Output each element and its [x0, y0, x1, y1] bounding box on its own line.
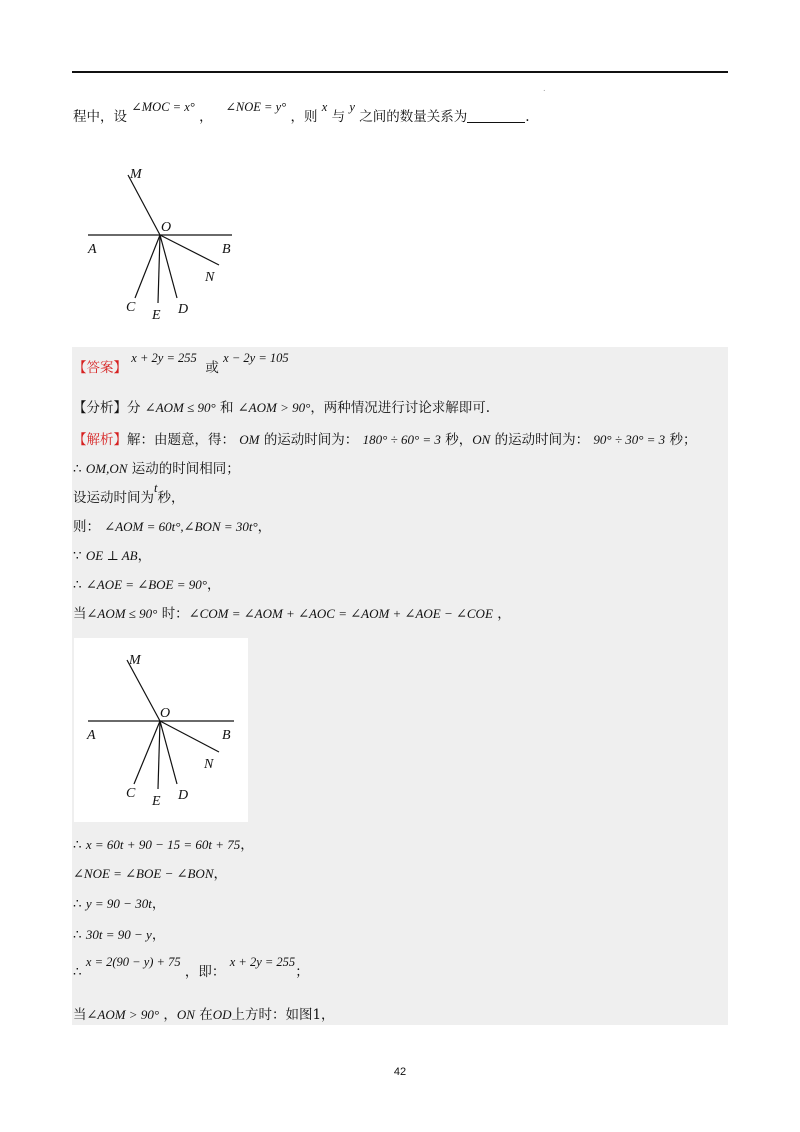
analysis-cond2: ∠AOM > 90°	[237, 400, 311, 415]
solution-line-13	[73, 1005, 335, 1025]
solution-text: ，	[151, 896, 166, 912]
therefore-symbol: ∴	[73, 964, 82, 980]
math-right-angles: ∠AOE = ∠BOE = 90°	[85, 577, 207, 592]
label-m: M	[130, 167, 142, 182]
analysis-text: ，两种情况进行讨论求解即可.	[310, 400, 491, 416]
therefore-symbol: ∴	[73, 461, 82, 477]
solution-text: 则：	[73, 519, 100, 535]
therefore-symbol: ∴	[73, 577, 82, 593]
ray-om	[127, 660, 160, 721]
comma: ，	[199, 109, 213, 125]
comma-then: ，则	[290, 109, 318, 125]
solution-line-2	[73, 459, 240, 479]
solution-text: 上方时：如图1，	[231, 1007, 335, 1023]
solution-text: ，	[257, 519, 272, 535]
math-perpendicular: OE ⊥ AB	[85, 548, 138, 563]
solution-line-12	[73, 955, 309, 982]
solution-text: 解：由题意，得：	[127, 432, 235, 448]
math-noe: ∠NOE = ∠BOE − ∠BON	[73, 866, 214, 881]
solution-line-7	[73, 604, 511, 624]
solution-text: 的运动时间为：	[263, 432, 359, 448]
geometry-figure-2	[74, 638, 248, 822]
ray-oe	[158, 721, 160, 789]
label-b: B	[222, 242, 231, 257]
solution-line-5	[73, 546, 151, 566]
solution-text: ，	[497, 606, 511, 622]
solution-text: ，	[163, 1007, 177, 1023]
math-om: OM	[239, 432, 260, 447]
answer-eq1: x + 2y = 255	[131, 351, 197, 365]
math-case2: ∠AOM > 90°	[86, 1007, 160, 1022]
solution-line-8	[73, 835, 254, 855]
label-o: O	[160, 706, 171, 721]
math-case1: ∠AOM ≤ 90°	[86, 606, 158, 621]
solution-text: 时：	[161, 606, 189, 622]
math-y-expression: y = 90 − 30t	[85, 896, 152, 911]
math-com: ∠COM = ∠AOM + ∠AOC = ∠AOM + ∠AOE − ∠COE	[188, 606, 493, 621]
solution-line-1	[73, 430, 696, 450]
solution-text: 运动的时间相同；	[131, 461, 240, 477]
answer-blank	[467, 108, 525, 123]
ray-oc	[134, 721, 160, 784]
math-om-time: 180° ÷ 60° = 3	[362, 432, 441, 447]
answer-eq2: x − 2y = 105	[223, 351, 289, 365]
math-angles-t: ∠AOM = 60t°,∠BON = 30t°	[104, 519, 258, 534]
label-d: D	[178, 302, 189, 317]
solution-text: ，	[206, 577, 221, 593]
ray-on	[160, 721, 219, 752]
math-result1: x + 2y = 255	[229, 955, 296, 969]
solution-text: 设运动时间为	[73, 490, 154, 506]
var-y: y	[349, 100, 355, 114]
analysis-line	[73, 398, 490, 418]
ray-od	[160, 721, 177, 784]
label-c: C	[126, 786, 136, 801]
answer-line	[73, 351, 289, 378]
label-a: A	[88, 242, 97, 257]
label-n: N	[204, 757, 214, 772]
ray-od	[160, 235, 177, 298]
header-dot: .	[543, 84, 546, 93]
label-a: A	[87, 728, 96, 743]
solution-text: ，即：	[184, 964, 226, 980]
angle-moc: ∠MOC = x°	[131, 100, 195, 114]
math-x-expression: x = 60t + 90 − 15 = 60t + 75	[85, 837, 241, 852]
question-suffix: 之间的数量关系为	[359, 109, 468, 125]
solution-text: ；	[295, 964, 309, 980]
rays-diagram-2	[74, 638, 248, 822]
analysis-tag: 【分析】	[73, 400, 127, 416]
label-e: E	[152, 794, 161, 809]
solution-text: 当	[73, 1007, 87, 1023]
solution-line-9	[73, 864, 227, 884]
answer-tag: 【答案】	[73, 360, 127, 376]
label-n: N	[205, 270, 215, 285]
solution-text: ，	[151, 927, 166, 943]
ray-oe	[158, 235, 160, 303]
solution-text: 在	[199, 1007, 213, 1023]
label-b: B	[222, 728, 231, 743]
math-on-time: 90° ÷ 30° = 3	[593, 432, 666, 447]
solution-text: 秒，	[445, 432, 473, 448]
math-x-in-y: x = 2(90 − y) + 75	[85, 955, 181, 969]
solution-text: ，	[240, 837, 254, 853]
therefore-symbol: ∴	[73, 927, 82, 943]
solution-line-6	[73, 575, 220, 595]
angle-noe: ∠NOE = y°	[225, 100, 287, 114]
solution-text: 秒；	[669, 432, 697, 448]
because-symbol: ∵	[73, 548, 82, 564]
solution-text: 秒，	[157, 490, 185, 506]
solution-line-4	[73, 517, 271, 537]
var-x: x	[321, 100, 328, 114]
question-line	[73, 100, 530, 127]
solution-text: 的运动时间为：	[494, 432, 590, 448]
ray-om	[128, 175, 160, 235]
therefore-symbol: ∴	[73, 896, 82, 912]
label-d: D	[178, 788, 189, 803]
ray-oc	[135, 235, 160, 298]
solution-text: ，	[213, 866, 227, 882]
label-m: M	[129, 653, 141, 668]
geometry-figure	[80, 160, 250, 334]
rays-diagram	[80, 160, 250, 330]
math-30t: 30t = 90 − y	[85, 927, 152, 942]
analysis-cond1: ∠AOM ≤ 90°	[144, 400, 216, 415]
label-o: O	[161, 220, 172, 235]
question-prefix: 程中，设	[73, 109, 127, 125]
page-number: 42	[393, 1066, 407, 1078]
header-rule	[72, 71, 728, 73]
label-c: C	[126, 300, 136, 315]
analysis-text: 分	[127, 400, 141, 416]
answer-or: 或	[205, 360, 219, 376]
ray-on	[160, 235, 219, 265]
math-od: OD	[212, 1007, 232, 1022]
solution-tag: 【解析】	[73, 432, 127, 448]
label-e: E	[152, 308, 161, 323]
solution-line-10	[73, 894, 165, 914]
period: .	[525, 109, 530, 125]
solution-line-11	[73, 925, 165, 945]
word-and: 与	[331, 109, 346, 125]
solution-text: 当	[73, 606, 87, 622]
math-t: t	[154, 481, 158, 495]
math-on: ON	[472, 432, 491, 447]
math-om-on: OM,ON	[85, 461, 128, 476]
solution-text: ，	[137, 548, 152, 564]
analysis-text: 和	[219, 400, 234, 416]
solution-line-3	[73, 481, 185, 508]
math-on: ON	[176, 1007, 195, 1022]
therefore-symbol: ∴	[73, 837, 82, 853]
